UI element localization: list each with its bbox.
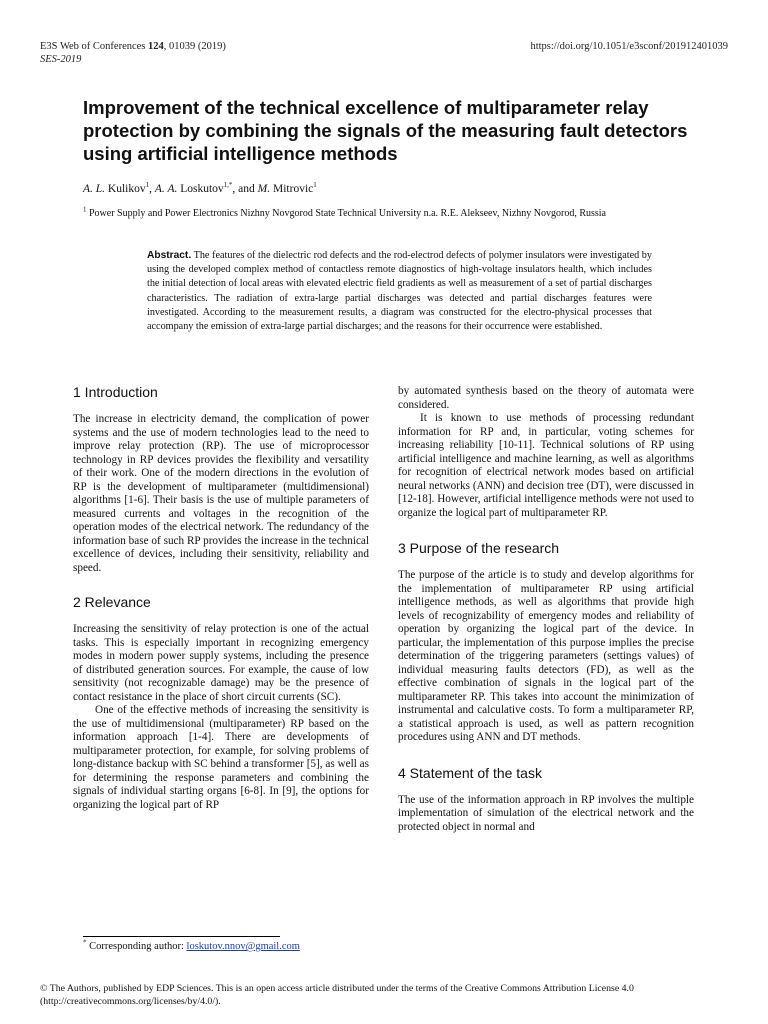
author-list bbox=[83, 183, 317, 195]
license-notice: © The Authors, published by EDP Sciences. This is an open access article distributed under the terms of the Creative Commons Attribution License 4.0 (http://creativecommons.org/licenses/by/4.0/). bbox=[40, 983, 634, 1007]
conference-name bbox=[40, 53, 81, 66]
author-1-affil: 1 bbox=[145, 181, 150, 190]
background-paragraph: It is known to use methods of processing redundant information for RP and, in particular, voting schemes for increasing reliability [10-11]. Technical solutions of RP using artificial intelligence and machine learning, as well as algorithms for recognition of electrical network modes based on artificial neural networks (ANN) and decision tree (DT), were discussed in [12-18]. However, artificial intelligence methods were not used to organize the logical part of multiparameter RP. bbox=[398, 412, 694, 519]
author-3-initials: M. bbox=[257, 183, 271, 195]
author-sep-1: , bbox=[149, 183, 155, 195]
author-2-affil: 1,* bbox=[223, 181, 233, 190]
statement-paragraph: The use of the information approach in RP involves the multiple implementation of simulation of the electrical network and the protected object in normal and bbox=[398, 793, 694, 833]
intro-paragraph: The increase in electricity demand, the complication of power systems and the use of modern technologies lead to the need to improve relay protection (RP). The use of microprocessor technology in RP devices provides the flexibility and versatility of their work. One of the modern directions in the evolution of RP is the development of multiparameter (multidimensional) algorithms [1-6]. Their basis is the use of multiple parameters of measured currents and voltages in the recognition of the operation modes of the electrical network. The redundancy of the information base of such RP provides the increase in the technical excellence of devices, including their sensitivity, reliability and speed. bbox=[73, 413, 369, 574]
relevance-paragraph-2: One of the effective methods of increasing the sensitivity is the use of multidimensional (multiparameter) RP based on the information approach [1-4]. There are developments of multiparameter protection, for example, for solving problems of long-distance backup with SC behind a transformer [5], as well as for determining the response parameters and combining the signals of individual starting organs [6-8]. In [9], the options for organizing the logical part of RP bbox=[73, 704, 369, 811]
author-2-name: Loskutov bbox=[177, 183, 224, 195]
abstract-label: Abstract. bbox=[147, 250, 192, 261]
section-heading-statement: 4 Statement of the task bbox=[398, 764, 542, 781]
journal-name: E3S Web of Conferences bbox=[40, 41, 149, 52]
journal-article: , 01039 (2019) bbox=[163, 41, 226, 52]
relevance-paragraph-1: Increasing the sensitivity of relay protection is one of the actual tasks. This is especially important in recognizing emergency modes in modern power supply systems, including the presence of distributed generation sources. For example, the cause of low sensitivity (not recognizable damage) may be the presence of contact resistance in the place of short circuit currents (SC). bbox=[73, 623, 369, 703]
section-heading-introduction: 1 Introduction bbox=[73, 384, 158, 400]
author-3-name: Mitrovic bbox=[270, 183, 314, 195]
footnote-divider bbox=[83, 936, 280, 937]
author-2-initials: A. A. bbox=[154, 183, 178, 195]
running-header-journal bbox=[40, 40, 226, 53]
author-1-name: Kulikov bbox=[105, 183, 146, 195]
conference-label: SES-2019 bbox=[40, 54, 82, 65]
footnote-marker: * bbox=[83, 938, 87, 947]
footnote-label: Corresponding author: bbox=[86, 941, 187, 952]
abstract-text: The features of the dielectric rod defects and the rod-electrod defects of polymer insulators were investigated by using the developed complex method of contactless remote diagnostics of high-voltage insulators health, which includes the initial detection of local areas with elevated electric field gradients as well as measurement of a set of partial discharges characteristics. The radiation of extra-large partial discharges was detected and partial discharges features were investigated. According to the measurement results, a diagram was constructed for the electro-physical processes that accompany the emission of extra-large partial discharges; and the reasons for their occurrence were established. bbox=[147, 250, 652, 333]
abstract bbox=[147, 249, 652, 334]
doi-link[interactable]: https://doi.org/10.1051/e3sconf/201912401039 bbox=[530, 41, 728, 52]
affiliation-text: Power Supply and Power Electronics Nizhny Novgorod State Technical University n.a. R.E. Alekseev, Nizhny Novgorod, Russia bbox=[86, 208, 606, 219]
affiliation-number: 1 bbox=[83, 205, 87, 214]
purpose-paragraph: The purpose of the article is to study and develop algorithms for the implementation of multiparameter RP using artificial intelligence methods, as well as algorithms that provide high levels of recognizability of emergency modes and reliability of operation by organizing the logical part of the device. In particular, the implementation of this purpose implies the precise determination of the triggering parameters (settings values) of individual measuring faults detectors (FD), as well as the effective combination of signals in the logical part of the multiparameter RP. This takes into account the minimization of instrumental and calculative costs. To form a multiparameter RP, a statistical approach is used, as well as pattern recognition procedures using ANN and DT methods. bbox=[398, 569, 694, 743]
author-sep-2: , and bbox=[232, 183, 258, 195]
author-3-affil: 1 bbox=[313, 181, 317, 190]
journal-volume: 124 bbox=[148, 41, 164, 52]
footnote bbox=[83, 938, 300, 952]
corresponding-email-link[interactable]: loskutov.nnov@gmail.com bbox=[186, 941, 300, 952]
left-column bbox=[73, 384, 369, 812]
affiliation bbox=[83, 205, 606, 219]
paper-title: Improvement of the technical excellence of multiparameter relay protection by combining the signals of the measuring fault detectors using artificial intelligence methods bbox=[83, 97, 688, 164]
section-heading-purpose: 3 Purpose of the research bbox=[398, 540, 560, 556]
continuation-paragraph: by automated synthesis based on the theory of automata were considered. bbox=[398, 385, 694, 411]
author-1-initials: A. L. bbox=[83, 183, 106, 195]
section-heading-relevance: 2 Relevance bbox=[73, 594, 151, 610]
right-column bbox=[398, 385, 694, 834]
